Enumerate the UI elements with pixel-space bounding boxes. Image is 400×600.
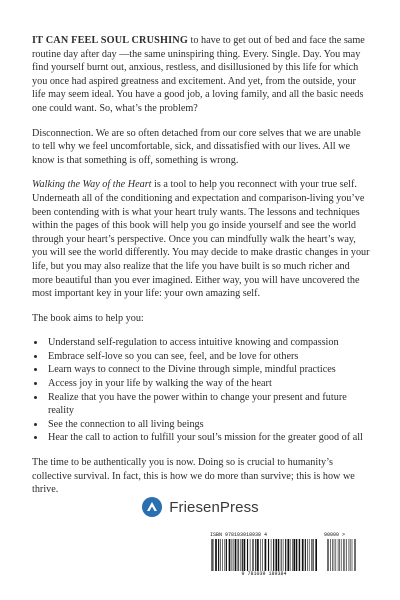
closing-paragraph: The time to be authentically you is now. Doing so is crucial to humanity’s collective survival. In fact, this is how we do more than survive; this is how we thrive. [32, 457, 355, 496]
back-cover-text [32, 34, 370, 508]
aim-item: • Realize that you have the power within to change your present and future reality [46, 391, 370, 418]
intro-lead: IT CAN FEEL SOUL CRUSHING [32, 35, 188, 46]
aims-list [32, 336, 370, 445]
walking-paragraph [32, 178, 370, 300]
aim-item: • Hear the call to action to fulfill your soul’s mission for the greater good of all [46, 431, 370, 445]
book-title: Walking the Way of the Heart [32, 179, 152, 191]
aim-item: • Learn ways to connect to the Divine through simple, mindful practices [46, 363, 370, 377]
aim-item: • Embrace self-love so you can see, feel, and be love for others [46, 350, 370, 364]
disconnection-paragraph: Disconnection. We are so often detached from our core selves that we are unable to tell why we feel uncomfortable, sick, and dissatisfied with our lives. All we know is that something is off, something is wrong. [32, 127, 361, 166]
isbn-label: ISBN 978103918938 4 [210, 532, 268, 538]
publisher-name: FriesenPress [169, 498, 259, 516]
intro-paragraph [32, 34, 370, 116]
walking-text: is a tool to help you reconnect with your true self. Underneath all of the conditioning and expectation and comparison-living you’ve been contending with is what your heart truly wants. The lessons and techniques within the pages of this book will help you go inside yourself and see the world through your heart’s perspective. Once you can mindfully walk the heart’s way, you will see the world differently. You may decide to make drastic changes in your life, but you may also realize that the life you have built is so much richer and more beautiful than you ever imagined. Either way, you will have uncovered the most important key in your life: your own amazing self. [32, 179, 370, 300]
intro-text: to have to get out of bed and face the same routine day after day —the same uninspiring thing. Every. Single. Day. You may find yourself burnt out, anxious, restless, and disillusioned by this life for which you once had aspired greatness and excitement. And yet, from the outside, your life may seem ideal. You have a good job, a loving family, and all the basic needs one could want. So, what’s the problem? [32, 35, 365, 114]
friesenpress-logo-icon [141, 496, 163, 518]
publisher-logo [0, 496, 400, 518]
aim-item: • See the connection to all living beings [46, 418, 370, 432]
barcode-addon-icon [326, 539, 358, 571]
isbn-barcode [206, 531, 364, 577]
aims-intro: The book aims to help you: [32, 312, 144, 324]
price-code: 90000 > [324, 532, 346, 538]
aim-item: • Understand self-regulation to access intuitive knowing and compassion [46, 336, 370, 350]
aim-item: • Access joy in your life by walking the way of the heart [46, 377, 370, 391]
barcode-main-icon [210, 539, 318, 571]
barcode-digits: 9 781039 189384 [241, 571, 287, 577]
